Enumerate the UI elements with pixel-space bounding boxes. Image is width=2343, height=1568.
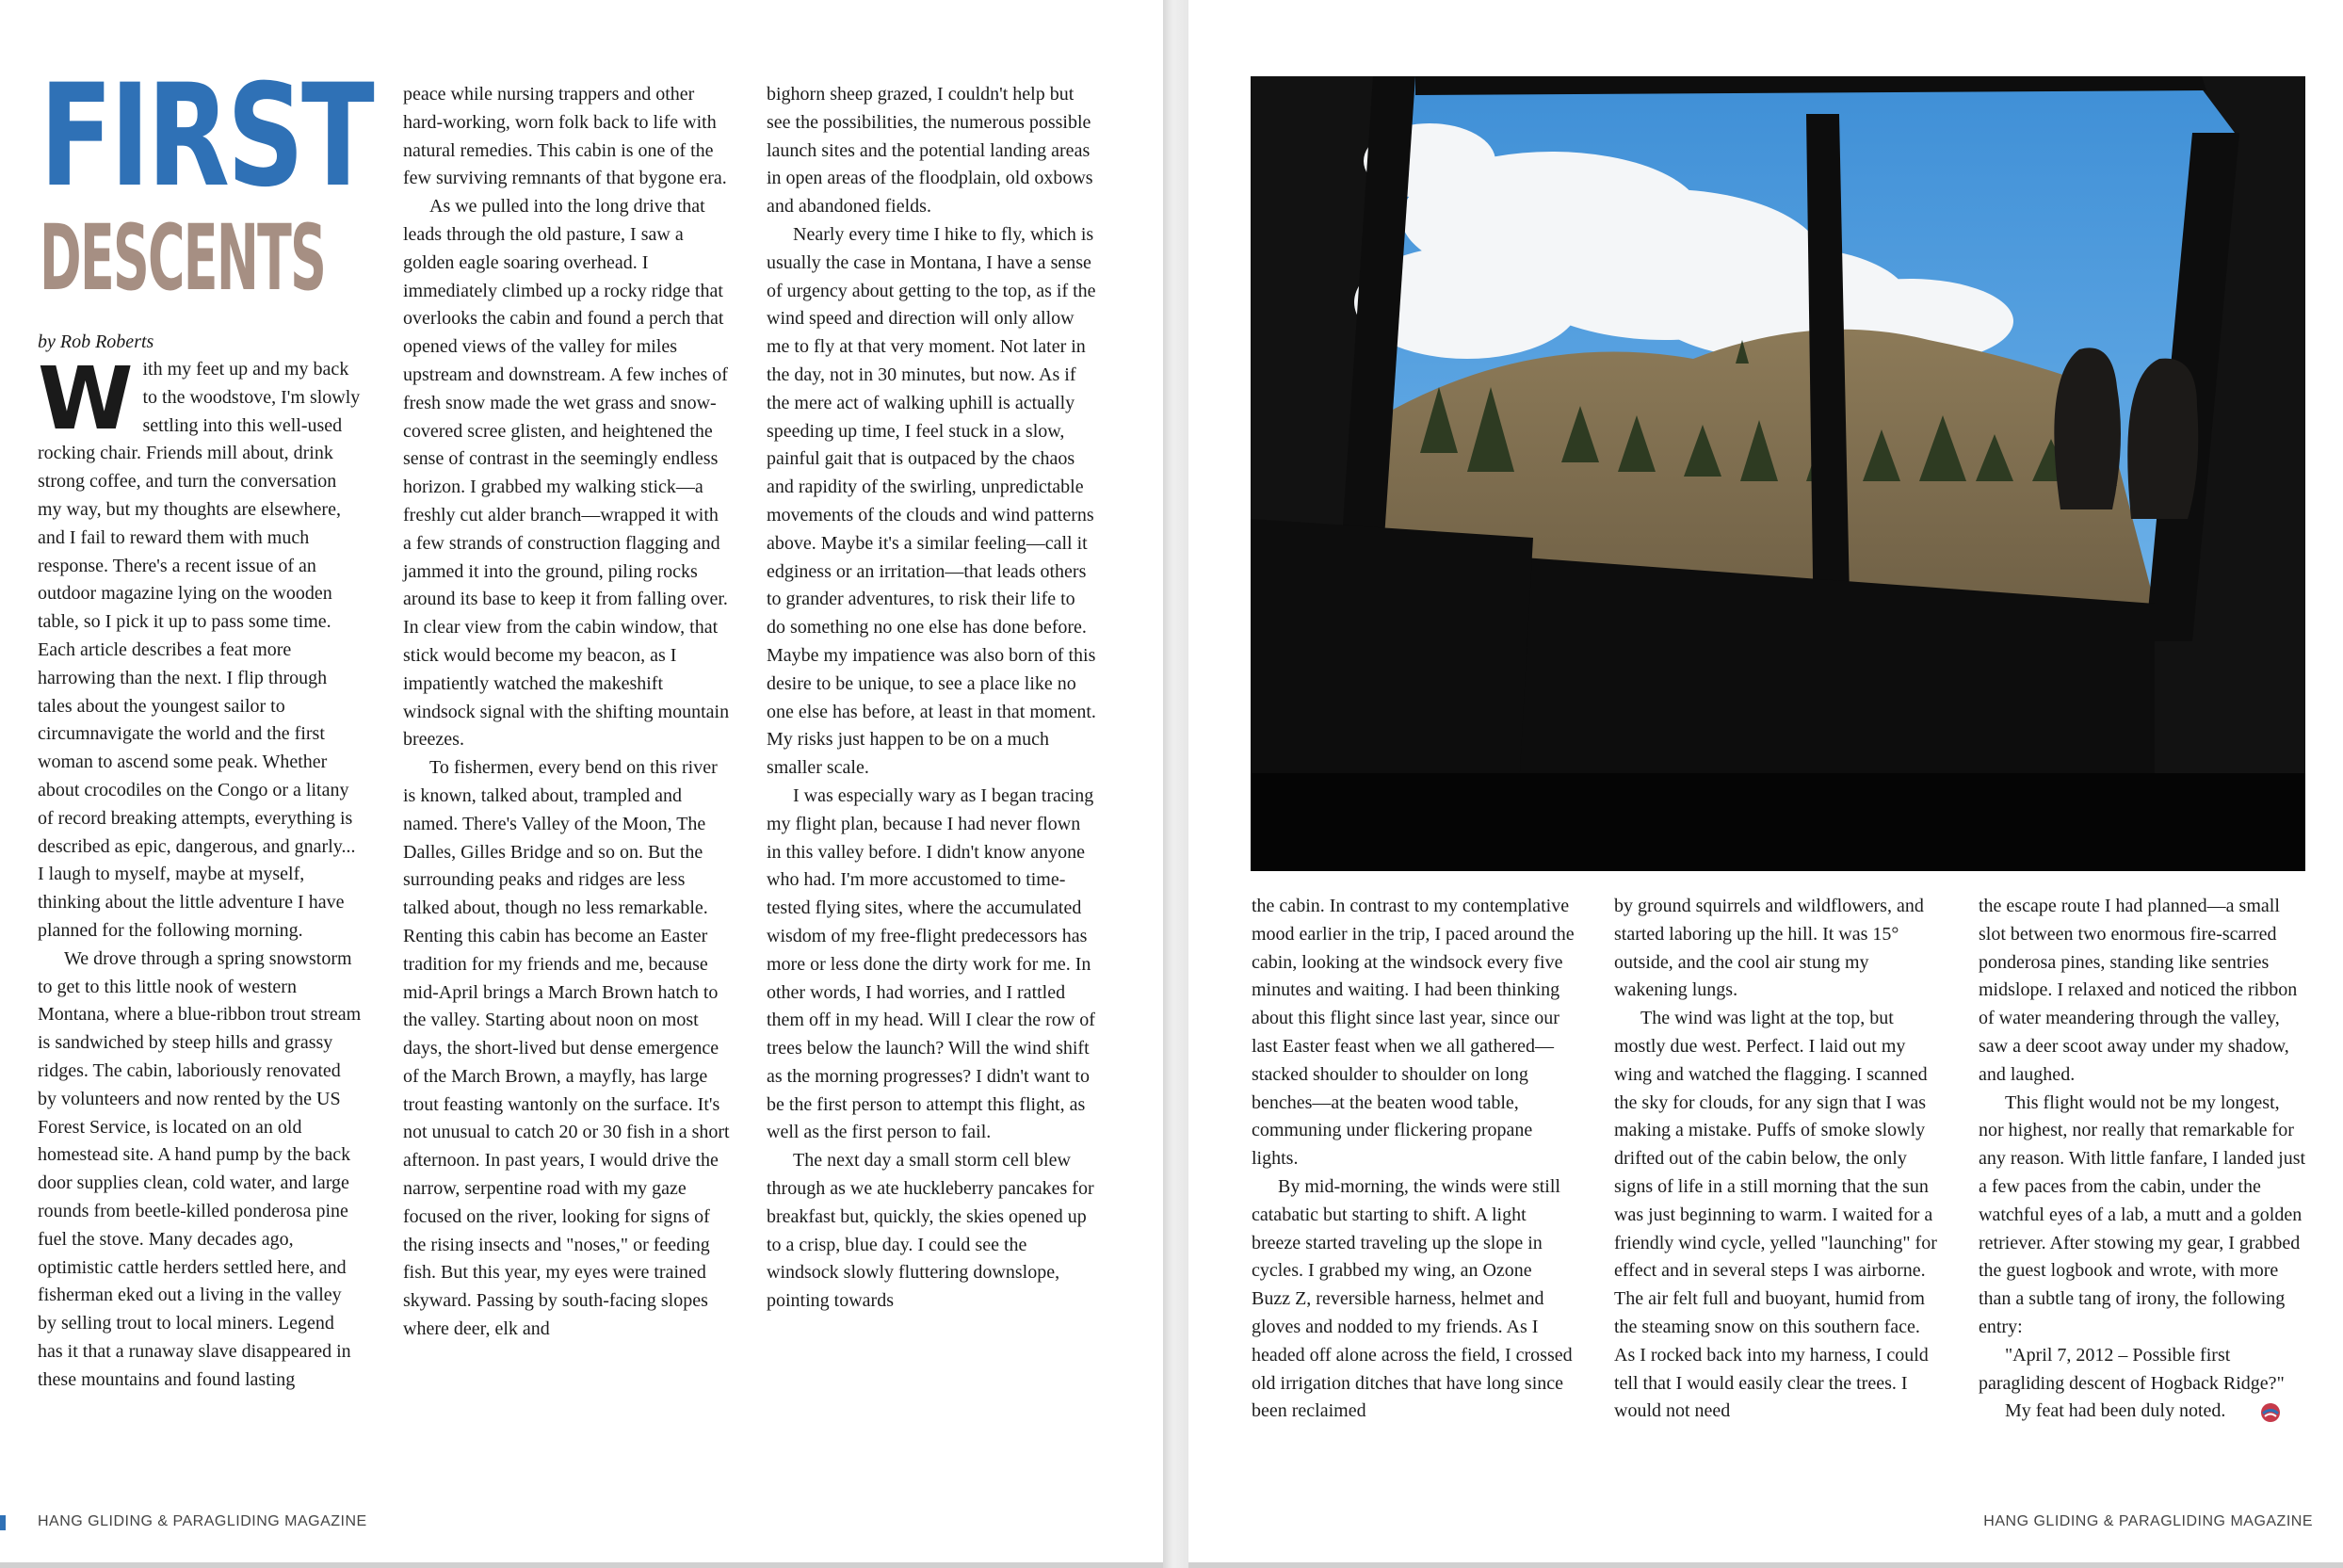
- paragraph: the cabin. In contrast to my contemplative mood earlier in the trip, I paced around the cabin, looking at the windsock every five minutes and waiting. I had been thinking about this flight since last year, since our last Easter feast when we all gathered—stacked shoulder to shoulder on long benches—at the beaten wood table, communing under flickering propane lights.: [1252, 896, 1575, 1170]
- text-column-1: [38, 348, 363, 1394]
- paragraph: We drove through a spring snowstorm to get to this little nook of western Montana, where a blue-ribbon trout stream is sandwiched by steep hills and grassy ridges. The cabin, laboriously renovated by volunteers and now rented by the US Forest Service, is located on an old homestead site. A hand pump by the back door supplies clean, cold water, and large rounds from beetle-killed ponderosa pine fuel the stove. Many decades ago, optimistic cattle herders settled here, and fisherman eked out a living in the valley by selling trout to local miners. Legend has it that a runaway slave disappeared in these mountains and found lasting: [38, 947, 362, 1390]
- page-number-marker: [0, 1515, 6, 1530]
- text-column-3: [767, 81, 1098, 1316]
- title-first: FIRST: [40, 55, 372, 218]
- title-descents: DESCENTS: [40, 205, 326, 311]
- closing-line: My feat had been duly noted.: [2005, 1400, 2226, 1422]
- paragraph: [1979, 1398, 2308, 1426]
- footer-left: HANG GLIDING & PARAGLIDING MAGAZINE: [38, 1513, 367, 1529]
- window-sill-shadow: [1251, 773, 2305, 871]
- paragraph-text: ith my feet up and my back to the woodstove, I'm slowly settling into this well-used rocking chair. Friends mill about, drink strong coffee, and turn the conversation my way, but my thoughts are elsewhere, and I fail to reward them with much response. There's a recent issue of an outdoor magazine lying on the wooden table, so I pick it up to pass some time. Each article describes a feat more harrowing than the next. I flip through tales about the youngest sailor to circumnavigate the world and the first woman to ascend some peak. Whether about crocodiles on the Congo or a litany of record breaking attempts, everything is described as epic, dangerous, and gnarly... I laugh to myself, maybe at myself, thinking about the little adventure I have planned for the following morning.: [38, 359, 361, 941]
- page-edge: [0, 1562, 1163, 1568]
- paragraph: By mid-morning, the winds were still catabatic but starting to shift. A light breeze started traveling up the slope in cycles. I grabbed my wing, an Ozone Buzz Z, reversible harness, helmet and gloves and nodded to my friends. As I headed off alone across the field, I crossed old irrigation ditches that have long since been reclaimed: [1252, 1175, 1573, 1422]
- spine-gutter: [1163, 0, 1188, 1568]
- page-edge: [1188, 1562, 2343, 1568]
- paragraph: "April 7, 2012 – Possible first paragliding descent of Hogback Ridge?": [1979, 1344, 2285, 1394]
- text-column-4: [1252, 893, 1575, 1426]
- paragraph: by ground squirrels and wildflowers, and started laboring up the hill. It was 15° outside, and the cool air stung my wakening lungs.: [1614, 896, 1924, 1001]
- footer-right: HANG GLIDING & PARAGLIDING MAGAZINE: [1983, 1513, 2313, 1529]
- text-column-2: [403, 81, 731, 1344]
- drop-cap: W: [38, 348, 134, 449]
- paragraph: As we pulled into the long drive that leads through the old pasture, I saw a golden eagle soaring overhead. I immediately climbed up a rocky ridge that overlooks the cabin and found a perch that opened views of the valley for miles upstream and downstream. A few inches of fresh snow made the wet grass and snow-covered scree glisten, and heightened the sense of contrast in the seemingly endless horizon. I grabbed my walking stick—a freshly cut alder branch—wrapped it with a few strands of construction flagging and jammed it into the ground, piling rocks around its base to keep it from falling over. In clear view from the cabin window, that stick would become my beacon, as I impatiently watched the makeshift windsock signal with the shifting mountain breezes.: [403, 196, 730, 751]
- paragraph: bighorn sheep grazed, I couldn't help but see the possibilities, the numerous possible launch sites and the potential landing areas in open areas of the floodplain, old oxbows and abandoned fields.: [767, 84, 1093, 218]
- paragraph: Nearly every time I hike to fly, which is usually the case in Montana, I have a sense of urgency about getting to the top, as if the wind speed and direction will only allow me to fly at that very moment. Not later in the day, not in 30 minutes, but now. As if the mere act of walking uphill is actually speeding up time, I feel stuck in a slow, painful gait that is outpaced by the chaos and rapidity of the swirling, unpredictable movements of the clouds and wind patterns above. Maybe it's a similar feeling—call it edginess or an irritation—that leads others to grander adventures, to risk their life to do something no one else has done before. Maybe my impatience was also born of this desire to be unique, to see a place like no one else has before, at least in that moment. My risks just happen to be on a much smaller scale.: [767, 223, 1096, 779]
- paragraph: The wind was light at the top, but mostly due west. Perfect. I laid out my wing and watched the flagging. I scanned the sky for clouds, for any sign that I was making a mistake. Puffs of smoke slowly drifted out of the cabin below, the only signs of life in a still morning that the sun was just beginning to warm. I waited for a friendly wind cycle, yelled "launching" for effect and in several steps I was airborne. The air felt full and buoyant, humid from the steaming snow on this southern face. As I rocked back into my harness, I could tell that I would easily clear the trees. I would not need: [1614, 1008, 1937, 1422]
- text-column-5: [1614, 893, 1937, 1426]
- paragraph: To fishermen, every bend on this river is known, talked about, trampled and named. There's Valley of the Moon, The Dalles, Gilles Bridge and so on. But the surrounding peaks and ridges are less talked about, though no less remarkable. Renting this cabin has become an Easter tradition for my friends and me, because mid-April brings a March Brown hatch to the valley. Starting about noon on most days, the short-lived but dense emergence of the March Brown, a mayfly, has large trout feasting wantonly on the surface. It's not unusual to catch 20 or 30 fish in a short afternoon. In past years, I would drive the narrow, serpentine road with my gaze focused on the river, looking for signs of the rising insects and "noses," or feeding fish. But this year, my eyes were trained skyward. Passing by south-facing slopes where deer, elk and: [403, 757, 730, 1340]
- paragraph: peace while nursing trappers and other hard-working, worn folk back to life with natural remedies. This cabin is one of the few surviving remnants of that bygone era.: [403, 84, 727, 189]
- left-page: [0, 0, 1163, 1568]
- paragraph: [38, 348, 363, 946]
- paragraph: the escape route I had planned—a small slot between two enormous fire-scarred ponderosa pines, standing like sentries midslope. I relaxed and noticed the ribbon of water meandering through the valley, saw a deer scoot away under my shadow, and laughed.: [1979, 896, 2298, 1085]
- paragraph: I was especially wary as I began tracing my flight plan, because I had never flown in this valley before. I didn't know anyone who had. I'm more accustomed to time-tested flying sites, where the accumulated wisdom of my free-flight predecessors has more or less done the dirty work for me. In other words, I had worries, and I rattled them off in my head. Will I clear the row of trees below the launch? Will the wind shift as the morning progresses? I didn't want to be the first person to attempt this flight, as well as the first person to fail.: [767, 784, 1095, 1143]
- text-column-6: [1979, 893, 2308, 1426]
- window-photo: [1251, 76, 2305, 871]
- byline: by Rob Roberts: [38, 331, 154, 352]
- paragraph: This flight would not be my longest, nor highest, nor really that remarkable for any reason. With little fanfare, I landed just a few paces from the cabin, under the watchful eyes of a lab, a mutt and a golden retriever. After stowing my gear, I grabbed the guest logbook and wrote, with more than a subtle tang of irony, the following entry:: [1979, 1091, 2306, 1337]
- end-mark-icon: [2233, 1401, 2255, 1424]
- paragraph: The next day a small storm cell blew through as we ate huckleberry pancakes for breakfast but, quickly, the skies opened up to a crisp, blue day. I could see the windsock slowly fluttering downslope, pointing towards: [767, 1150, 1094, 1312]
